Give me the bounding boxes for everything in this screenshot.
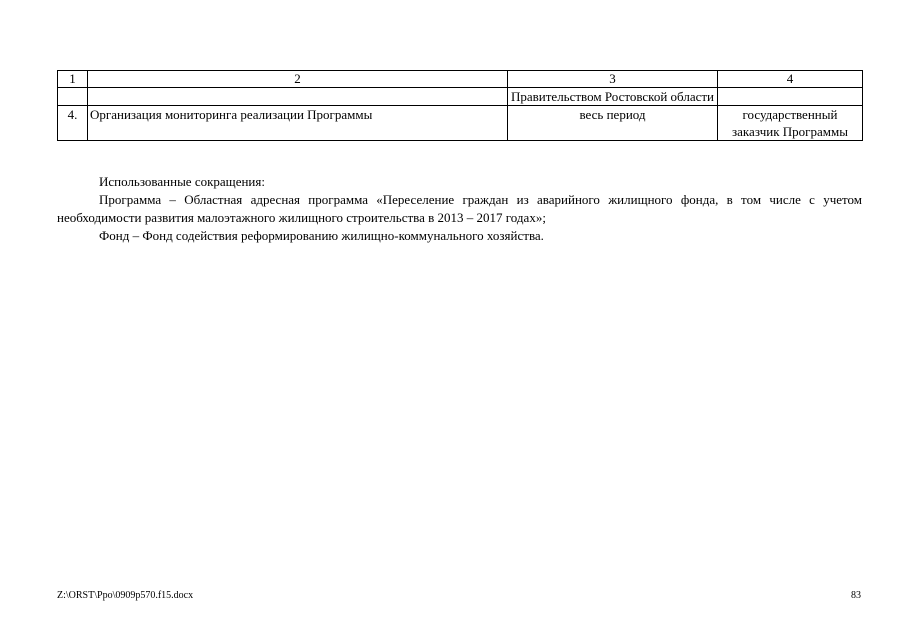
row-period: Правительством Ростовской области (508, 88, 718, 106)
abbreviation-program: Программа – Областная адресная программа «Переселение граждан из аварийного жилищного фонда, в том числе с учетом необходимости развития малоэтажного жилищного строительства в 2013 – 2017 годах»; (57, 192, 862, 225)
header-cell-2: 2 (88, 71, 508, 88)
abbreviation-fund: Фонд – Фонд содействия реформированию жилищно-коммунального хозяйства. (99, 228, 544, 243)
table-row (58, 106, 863, 141)
row-number: 4. (58, 106, 88, 141)
header-cell-3: 3 (508, 71, 718, 88)
table-header-row (58, 71, 863, 88)
abbreviations-heading: Использованные сокращения: (99, 174, 265, 189)
table-row (58, 88, 863, 106)
row-activity (88, 88, 508, 106)
row-executor: государственный заказчик Программы (718, 106, 863, 141)
document-table (57, 70, 863, 141)
row-number (58, 88, 88, 106)
footer-page-number: 83 (851, 590, 861, 601)
row-period: весь период (508, 106, 718, 141)
row-activity: Организация мониторинга реализации Программы (88, 106, 508, 141)
header-cell-1: 1 (58, 71, 88, 88)
abbreviations-section (57, 173, 862, 245)
row-executor (718, 88, 863, 106)
header-cell-4: 4 (718, 71, 863, 88)
footer-file-path: Z:\ORST\Ppo\0909p570.f15.docx (57, 590, 194, 601)
